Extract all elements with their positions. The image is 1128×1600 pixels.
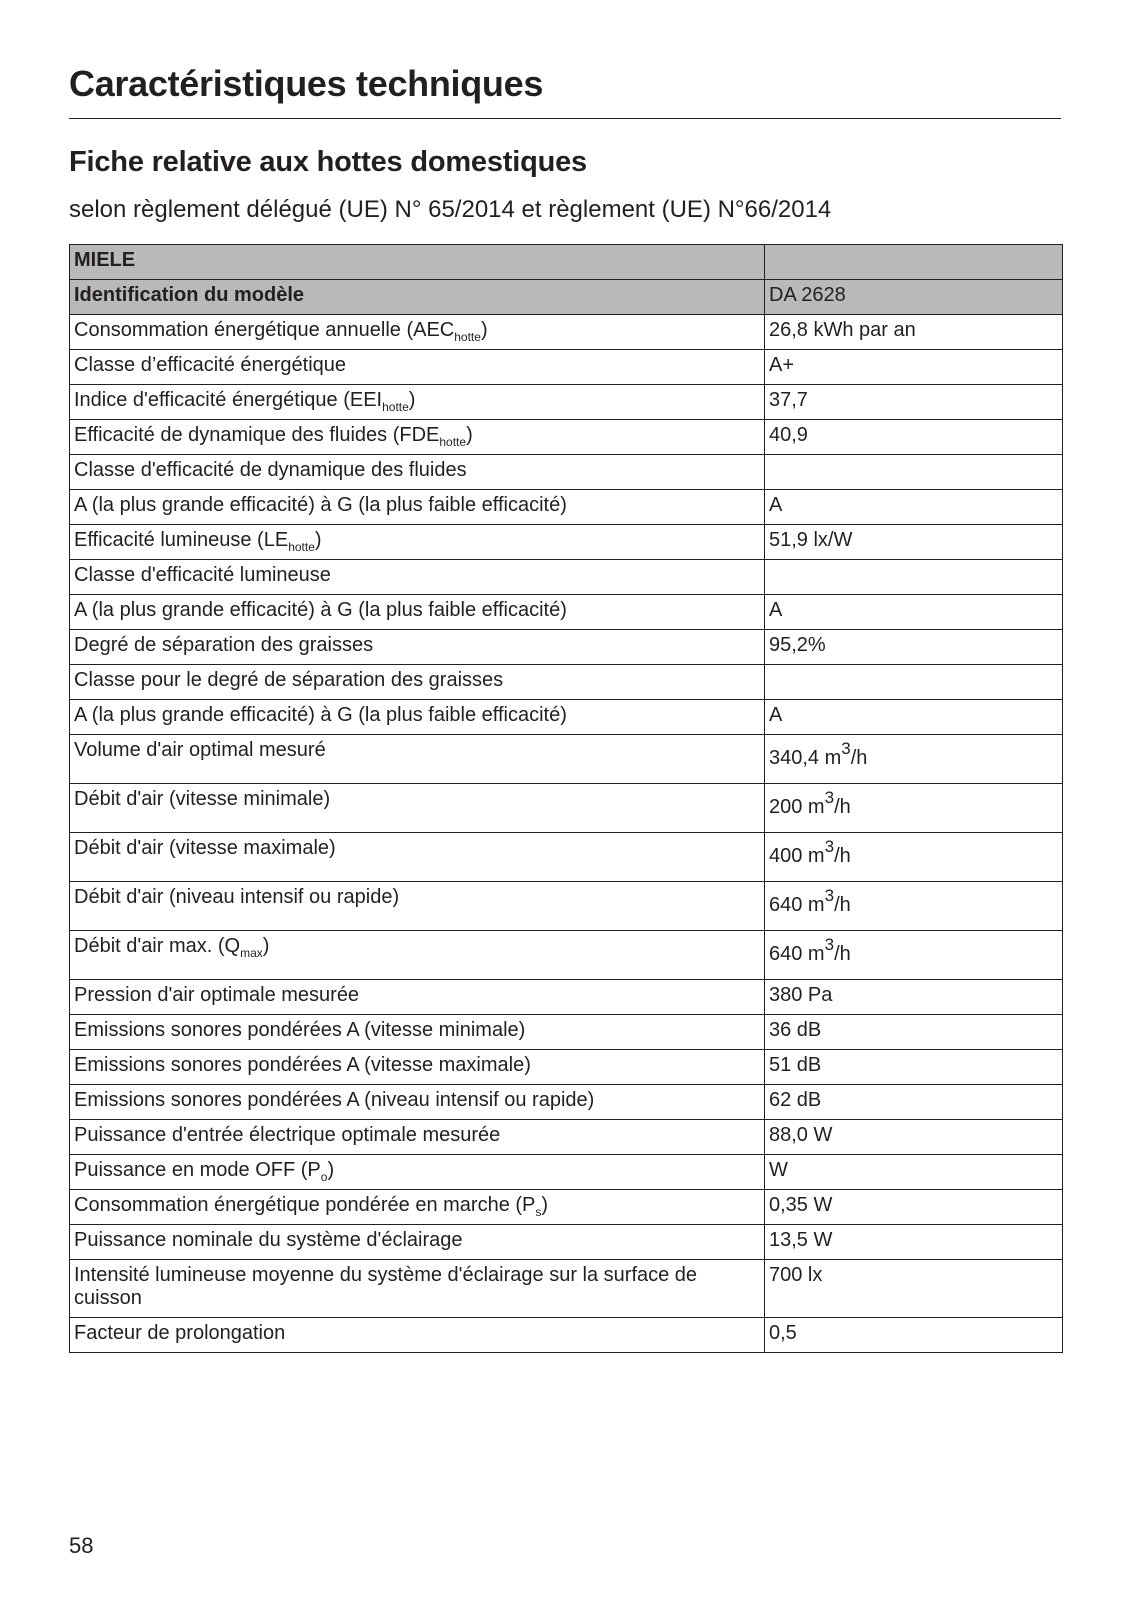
row-value xyxy=(765,490,1063,525)
row-value-text: 0,5 xyxy=(769,1322,797,1344)
row-value-suffix: /h xyxy=(834,796,851,818)
row-value xyxy=(765,931,1063,980)
row-value-text: A+ xyxy=(769,354,795,376)
row-value-suffix: /h xyxy=(834,943,851,965)
table-row xyxy=(70,931,1063,980)
spec-table xyxy=(69,244,1063,1353)
row-label xyxy=(70,595,765,630)
row-label xyxy=(70,735,765,784)
table-row xyxy=(70,525,1063,560)
brand-value xyxy=(765,245,1063,280)
row-label-suffix: ) xyxy=(466,424,473,446)
row-value xyxy=(765,1015,1063,1050)
table-row xyxy=(70,560,1063,595)
row-label-text: Puissance en mode OFF (P xyxy=(74,1159,321,1181)
table-row xyxy=(70,882,1063,931)
row-label-text: Pression d'air optimale mesurée xyxy=(74,984,360,1006)
row-label-subscript: s xyxy=(535,1205,542,1219)
row-label xyxy=(70,1155,765,1190)
row-value xyxy=(765,833,1063,882)
brand-label: MIELE xyxy=(70,245,765,280)
row-label-suffix: ) xyxy=(408,389,416,411)
row-value-text: A xyxy=(769,599,783,621)
row-value-suffix: /h xyxy=(834,894,851,916)
row-label-text: Débit d'air (vitesse maximale) xyxy=(74,837,336,859)
table-row xyxy=(70,350,1063,385)
row-value-text: 40,9 xyxy=(769,424,808,446)
row-value-text: 51,9 lx/W xyxy=(769,529,853,551)
row-value-text: 0,35 W xyxy=(769,1194,833,1216)
row-value-text: 13,5 W xyxy=(769,1229,833,1251)
row-label-text: Emissions sonores pondérées A (vitesse minimale) xyxy=(74,1019,526,1041)
row-label-text: Consommation énergétique pondérée en marche (P xyxy=(74,1194,536,1216)
table-row xyxy=(70,1225,1063,1260)
row-label-text: Débit d'air (vitesse minimale) xyxy=(74,788,331,810)
sheet-subtitle: selon règlement délégué (UE) N° 65/2014 et règlement (UE) N°66/2014 xyxy=(69,196,832,223)
row-label-subscript: hotte xyxy=(454,330,481,344)
table-row xyxy=(70,735,1063,784)
row-value-text: 26,8 kWh par an xyxy=(769,319,916,341)
row-value-text: 640 m xyxy=(769,894,825,916)
row-label xyxy=(70,882,765,931)
row-value-superscript: 3 xyxy=(841,739,851,758)
row-value xyxy=(765,1120,1063,1155)
row-label xyxy=(70,1318,765,1353)
row-label xyxy=(70,980,765,1015)
row-label xyxy=(70,630,765,665)
row-label xyxy=(70,1120,765,1155)
row-value-text: 200 m xyxy=(769,796,825,818)
row-value xyxy=(765,1318,1063,1353)
row-value xyxy=(765,1225,1063,1260)
row-label xyxy=(70,700,765,735)
row-value-text: 51 dB xyxy=(769,1054,822,1076)
table-row xyxy=(70,700,1063,735)
row-value-text: A xyxy=(769,494,783,516)
table-row xyxy=(70,980,1063,1015)
row-value-superscript: 3 xyxy=(824,788,835,807)
row-label xyxy=(70,490,765,525)
row-value xyxy=(765,1190,1063,1225)
row-value-text: A xyxy=(769,704,783,726)
row-value xyxy=(765,315,1063,350)
row-label-suffix: ) xyxy=(262,935,270,957)
row-value-suffix: /h xyxy=(850,747,868,769)
row-label-text: Classe d’efficacité énergétique xyxy=(74,354,347,376)
row-value xyxy=(765,560,1063,595)
row-label-subscript: hotte xyxy=(382,400,409,414)
row-value xyxy=(765,882,1063,931)
table-row xyxy=(70,385,1063,420)
row-label-suffix: ) xyxy=(327,1159,335,1181)
row-value xyxy=(765,595,1063,630)
table-row xyxy=(70,1318,1063,1353)
row-label xyxy=(70,784,765,833)
table-row xyxy=(70,595,1063,630)
row-label-text: Efficacité de dynamique des fluides (FDE xyxy=(74,424,440,446)
row-label-text: Facteur de prolongation xyxy=(74,1322,286,1344)
row-label-text: Puissance d'entrée électrique optimale mesurée xyxy=(74,1124,501,1146)
table-row xyxy=(70,1085,1063,1120)
table-row xyxy=(70,1050,1063,1085)
row-value xyxy=(765,784,1063,833)
table-row xyxy=(70,1155,1063,1190)
row-label-suffix: ) xyxy=(314,529,322,551)
table-row xyxy=(70,1015,1063,1050)
title-divider xyxy=(69,118,1061,119)
row-label-subscript: hotte xyxy=(439,435,467,449)
row-label-text: Emissions sonores pondérées A (vitesse maximale) xyxy=(74,1054,531,1076)
row-value xyxy=(765,420,1063,455)
page-number: 58 xyxy=(69,1533,94,1558)
row-value-suffix: /h xyxy=(834,845,851,867)
row-value xyxy=(765,455,1063,490)
row-label xyxy=(70,350,765,385)
row-label-text: Degré de séparation des graisses xyxy=(74,634,374,656)
row-value xyxy=(765,630,1063,665)
sheet-title: Fiche relative aux hottes domestiques xyxy=(69,146,587,178)
row-value-text: 36 dB xyxy=(769,1019,822,1041)
table-row xyxy=(70,420,1063,455)
row-label-text: A (la plus grande efficacité) à G (la plus faible efficacité) xyxy=(74,494,567,516)
row-value-text: 380 Pa xyxy=(769,984,833,1006)
row-label-text: Consommation énergétique annuelle (AEC xyxy=(74,319,455,341)
row-value-superscript: 3 xyxy=(824,837,835,856)
row-label xyxy=(70,1225,765,1260)
row-value xyxy=(765,1260,1063,1318)
table-row xyxy=(70,833,1063,882)
row-label-subscript: max xyxy=(240,946,263,960)
row-label-text: Classe d'efficacité de dynamique des fluides xyxy=(74,459,467,481)
table-row xyxy=(70,455,1063,490)
row-label-text: Volume d'air optimal mesuré xyxy=(74,739,326,761)
row-label-subscript: hotte xyxy=(288,540,315,554)
row-value-text: 700 lx xyxy=(769,1264,823,1286)
row-label xyxy=(70,1085,765,1120)
row-value-text: 88,0 W xyxy=(769,1124,833,1146)
row-label-suffix: ) xyxy=(480,319,488,341)
row-label-text: Classe pour le degré de séparation des graisses xyxy=(74,669,504,691)
row-label-text: A (la plus grande efficacité) à G (la plus faible efficacité) xyxy=(74,704,567,726)
row-value-superscript: 3 xyxy=(824,886,835,905)
row-value-text: W xyxy=(769,1159,788,1181)
table-row xyxy=(70,784,1063,833)
row-value-superscript: 3 xyxy=(824,935,835,954)
row-label xyxy=(70,665,765,700)
row-label xyxy=(70,525,765,560)
row-label xyxy=(70,833,765,882)
row-label-subscript: o xyxy=(320,1170,328,1184)
row-value xyxy=(765,525,1063,560)
row-value xyxy=(765,980,1063,1015)
row-value xyxy=(765,350,1063,385)
row-label-text: Classe d'efficacité lumineuse xyxy=(74,564,331,586)
row-label xyxy=(70,1260,765,1318)
row-value xyxy=(765,1155,1063,1190)
row-label-text: A (la plus grande efficacité) à G (la plus faible efficacité) xyxy=(74,599,567,621)
row-value xyxy=(765,385,1063,420)
model-row xyxy=(70,280,1063,315)
row-label xyxy=(70,315,765,350)
row-label-text: Débit d'air max. (Q xyxy=(74,935,241,957)
table-row xyxy=(70,1260,1063,1318)
row-value-text: 37,7 xyxy=(769,389,808,411)
row-label xyxy=(70,560,765,595)
model-label: Identification du modèle xyxy=(70,280,765,315)
row-value-text: 95,2% xyxy=(769,634,826,656)
table-row xyxy=(70,1120,1063,1155)
row-value-text: 340,4 m xyxy=(769,747,842,769)
row-value xyxy=(765,1085,1063,1120)
table-row xyxy=(70,490,1063,525)
row-label xyxy=(70,1190,765,1225)
model-value: DA 2628 xyxy=(765,280,1063,315)
row-label-text: Indice d'efficacité énergétique (EEI xyxy=(74,389,383,411)
row-label xyxy=(70,420,765,455)
row-label xyxy=(70,455,765,490)
row-label-text: Emissions sonores pondérées A (niveau intensif ou rapide) xyxy=(74,1089,595,1111)
page-title: Caractéristiques techniques xyxy=(69,63,544,104)
row-value-text: 62 dB xyxy=(769,1089,822,1111)
row-label xyxy=(70,1015,765,1050)
row-label xyxy=(70,931,765,980)
row-value xyxy=(765,1050,1063,1085)
row-label-suffix: ) xyxy=(541,1194,549,1216)
table-row xyxy=(70,665,1063,700)
row-value xyxy=(765,700,1063,735)
row-value-text: 640 m xyxy=(769,943,825,965)
row-value xyxy=(765,735,1063,784)
row-label-text: Puissance nominale du système d'éclairage xyxy=(74,1229,463,1251)
row-value-text: 400 m xyxy=(769,845,825,867)
table-row xyxy=(70,1190,1063,1225)
table-row xyxy=(70,315,1063,350)
row-label-text: Débit d'air (niveau intensif ou rapide) xyxy=(74,886,400,908)
row-label-text: Intensité lumineuse moyenne du système d'éclairage sur la surface de cuisson xyxy=(74,1264,698,1309)
brand-row xyxy=(70,245,1063,280)
row-label-text: Efficacité lumineuse (LE xyxy=(74,529,289,551)
row-label xyxy=(70,385,765,420)
table-row xyxy=(70,630,1063,665)
spec-table-body xyxy=(70,245,1063,1353)
row-label xyxy=(70,1050,765,1085)
row-value xyxy=(765,665,1063,700)
